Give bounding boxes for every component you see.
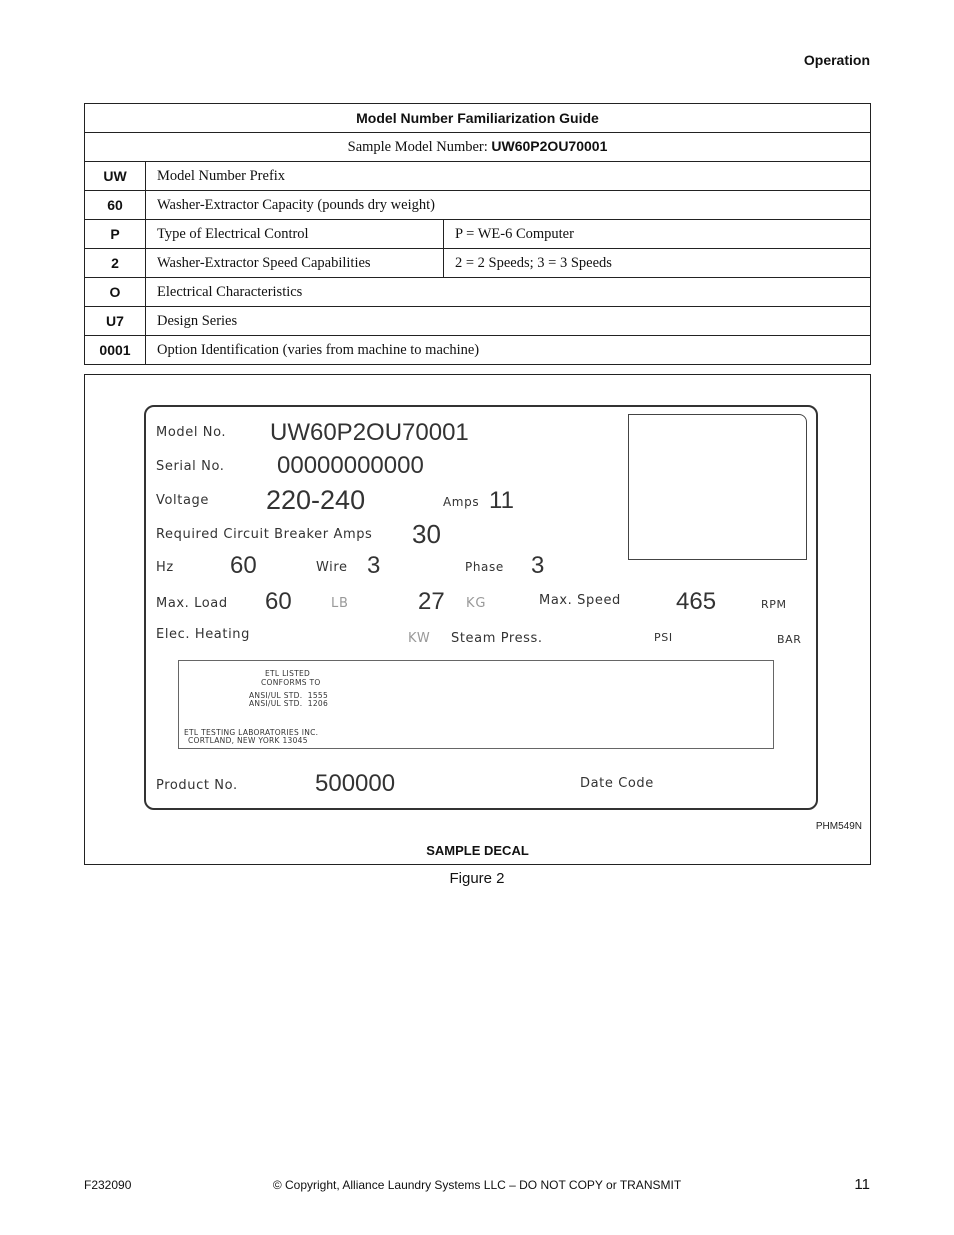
guide-title: Model Number Familiarization Guide	[85, 104, 871, 133]
date-code-label: Date Code	[580, 776, 654, 791]
guide-desc: Type of Electrical Control	[146, 220, 444, 249]
wire-label: Wire	[316, 560, 348, 575]
bar-unit: BAR	[777, 633, 802, 646]
hz-value: 60	[230, 552, 257, 579]
guide-extra: P = WE-6 Computer	[444, 220, 871, 249]
model-label: Model No.	[156, 425, 227, 440]
hz-label: Hz	[156, 560, 174, 575]
guide-row	[85, 336, 871, 365]
sample-decal	[144, 405, 818, 810]
breaker-label: Required Circuit Breaker Amps	[156, 527, 373, 542]
guide-code: U7	[85, 307, 146, 336]
model-value: UW60P2OU70001	[270, 419, 469, 446]
amps-value: 11	[489, 487, 514, 514]
guide-extra: 2 = 2 Speeds; 3 = 3 Speeds	[444, 249, 871, 278]
guide-code: O	[85, 278, 146, 307]
etl-std-1206: ANSI/UL STD. 1206	[249, 699, 329, 708]
sample-model-number: UW60P2OU70001	[491, 138, 608, 154]
guide-desc: Option Identification (varies from machine to machine)	[146, 336, 871, 365]
kw-unit: KW	[408, 631, 431, 646]
guide-desc: Model Number Prefix	[146, 162, 871, 191]
amps-label: Amps	[443, 495, 480, 509]
steam-press-label: Steam Press.	[451, 631, 543, 646]
figure-code: PHM549N	[815, 821, 862, 832]
guide-row	[85, 278, 871, 307]
guide-row	[85, 162, 871, 191]
guide-code: P	[85, 220, 146, 249]
max-load-lb-value: 60	[265, 588, 292, 615]
footer-copyright: © Copyright, Alliance Laundry Systems LLC – DO NOT COPY or TRANSMIT	[272, 1178, 682, 1192]
rpm-unit: RPM	[761, 598, 787, 611]
sample-prefix: Sample Model Number:	[347, 139, 492, 155]
phase-value: 3	[531, 552, 545, 579]
guide-desc: Design Series	[146, 307, 871, 336]
etl-certification-box	[178, 660, 774, 749]
phase-label: Phase	[465, 560, 504, 574]
etl-std-1555: ANSI/UL STD. 1555	[249, 691, 329, 700]
voltage-value: 220-240	[266, 485, 366, 515]
max-load-label: Max. Load	[156, 596, 228, 611]
guide-row	[85, 249, 871, 278]
guide-desc: Washer-Extractor Capacity (pounds dry weight)	[146, 191, 871, 220]
footer-page-number: 11	[854, 1176, 870, 1193]
etl-lab-city: CORTLAND, NEW YORK 13045	[188, 736, 308, 745]
serial-label: Serial No.	[156, 459, 225, 474]
etl-listed: ETL LISTED	[265, 669, 311, 678]
kg-unit: KG	[466, 596, 487, 611]
breaker-value: 30	[412, 519, 441, 549]
voltage-label: Voltage	[156, 493, 209, 508]
guide-desc: Electrical Characteristics	[146, 278, 871, 307]
product-number-label: Product No.	[156, 778, 238, 793]
product-number-value: 500000	[315, 770, 396, 797]
max-speed-label: Max. Speed	[539, 593, 621, 608]
guide-code: 60	[85, 191, 146, 220]
etl-conforms: CONFORMS TO	[261, 678, 321, 687]
guide-sample-cell	[85, 133, 871, 162]
model-number-guide-table	[84, 103, 871, 365]
guide-title-row	[85, 104, 871, 133]
guide-row	[85, 220, 871, 249]
etl-lab-name: ETL TESTING LABORATORIES INC.	[184, 728, 319, 737]
guide-code: UW	[85, 162, 146, 191]
figure-label: Figure 2	[449, 870, 505, 887]
footer-doc-number: F232090	[84, 1178, 132, 1192]
elec-heating-label: Elec. Heating	[156, 627, 250, 642]
max-load-kg-value: 27	[418, 588, 445, 615]
section-header: Operation	[803, 52, 870, 68]
serial-value: 00000000000	[277, 452, 424, 479]
figure-caption: SAMPLE DECAL	[426, 843, 529, 858]
guide-row	[85, 307, 871, 336]
guide-code: 2	[85, 249, 146, 278]
figure-box	[84, 374, 871, 865]
wire-value: 3	[367, 552, 381, 579]
guide-sample-row	[85, 133, 871, 162]
guide-row	[85, 191, 871, 220]
lb-unit: LB	[331, 596, 349, 611]
psi-unit: PSI	[654, 631, 673, 644]
photo-placeholder-box	[628, 414, 807, 560]
guide-desc: Washer-Extractor Speed Capabilities	[146, 249, 444, 278]
guide-code: 0001	[85, 336, 146, 365]
max-speed-value: 465	[676, 588, 717, 615]
